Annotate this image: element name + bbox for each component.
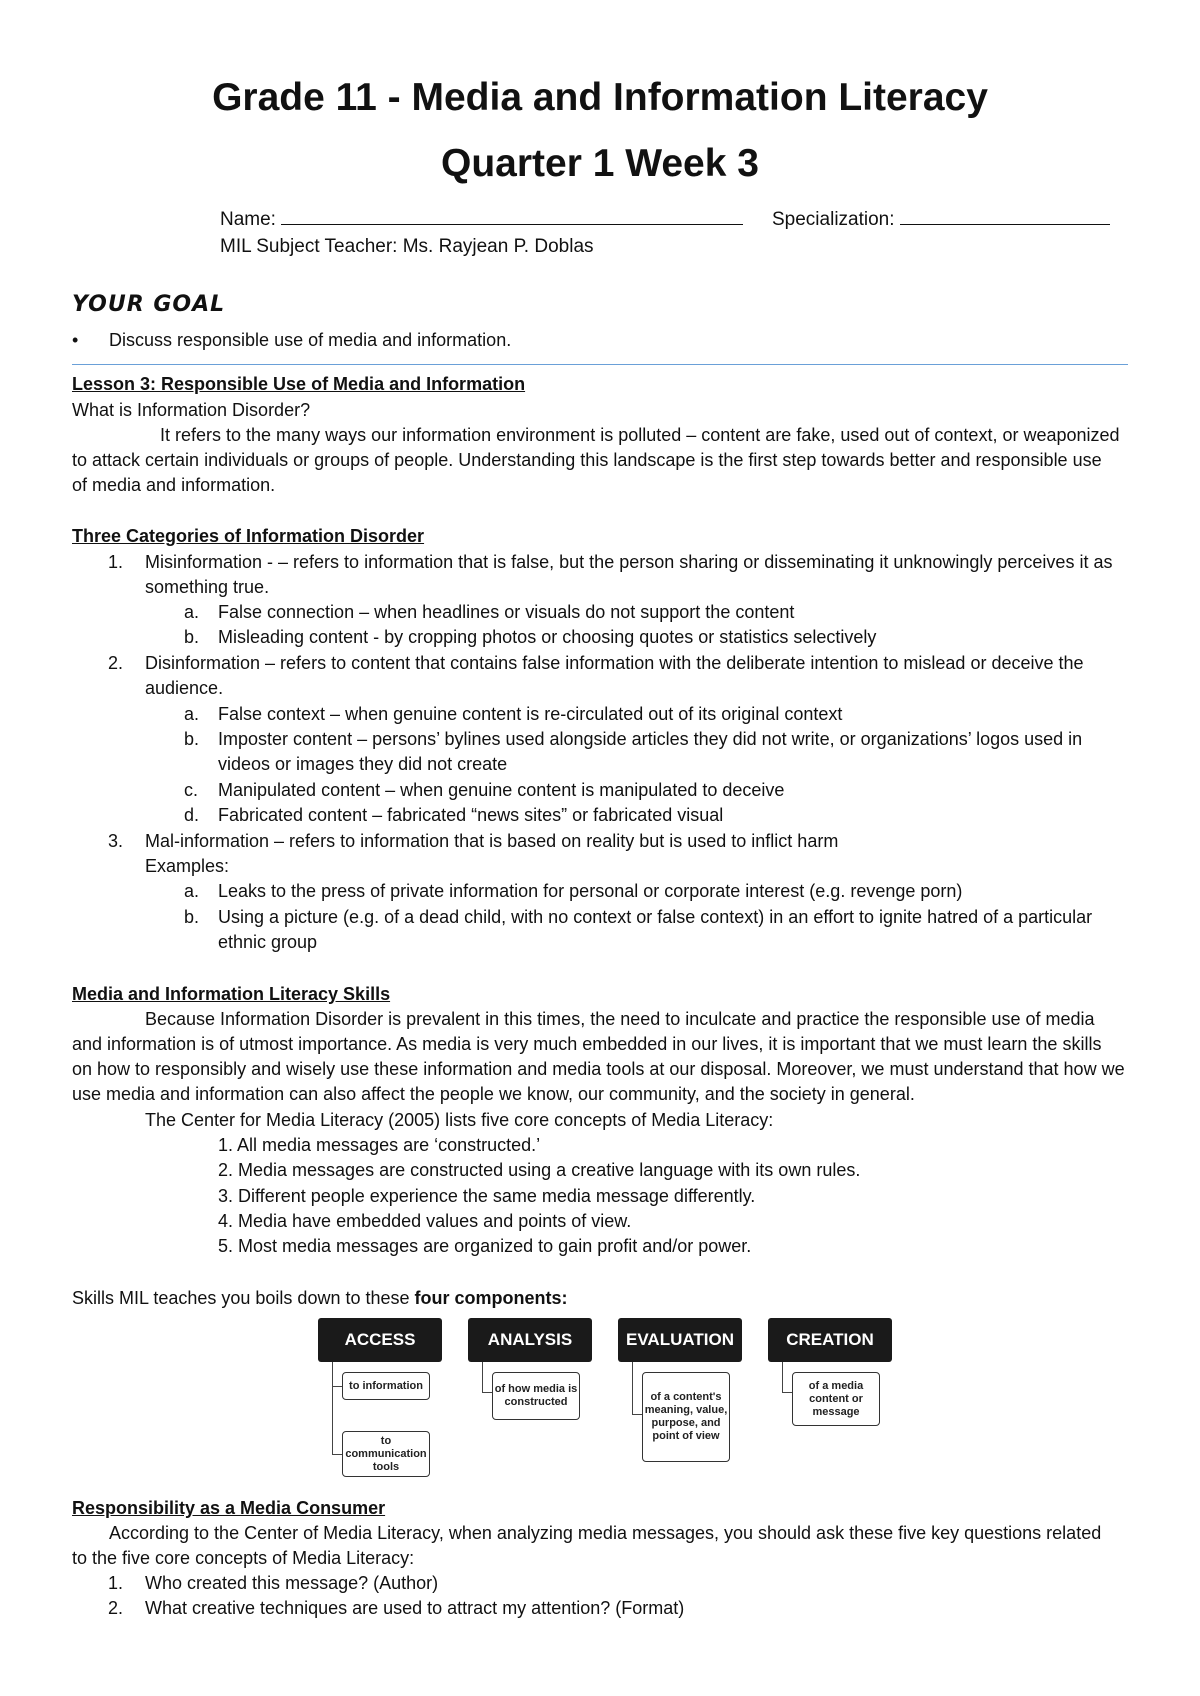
concept-2: 2. Media messages are constructed using a creative language with its own rules. — [218, 1160, 861, 1180]
components-bold: four components: — [414, 1288, 568, 1308]
question-2-number: 2. — [108, 1598, 124, 1618]
category-3-line1: Mal-information – refers to information that is based on reality but is used to inflict harm — [145, 831, 839, 851]
category-2a-text: False context – when genuine content is re-circulated out of its original context — [218, 704, 843, 724]
concept-4: 4. Media have embedded values and points of view. — [218, 1211, 632, 1231]
category-1-number: 1. — [108, 552, 124, 572]
category-3b-text-cont: ethnic group — [218, 932, 318, 952]
specialization-label: Specialization: — [772, 209, 895, 230]
question-2: What creative techniques are used to attract my attention? (Format) — [145, 1598, 685, 1618]
analysis-sub: of how media is constructed — [492, 1372, 580, 1420]
category-2a-letter: a. — [184, 704, 200, 724]
skills-heading: Media and Information Literacy Skills — [72, 984, 391, 1004]
specialization-blank — [900, 206, 1110, 225]
lesson-para-line1: It refers to the many ways our information environment is polluted – content are fake, used out of context, or weaponized — [160, 425, 1120, 445]
lesson-question: What is Information Disorder? — [72, 400, 311, 420]
consumer-para-line2: to the five core concepts of Media Literacy: — [72, 1548, 415, 1568]
category-2b-letter: b. — [184, 729, 200, 749]
concept-5: 5. Most media messages are organized to gain profit and/or power. — [218, 1236, 752, 1256]
creation-connector — [782, 1362, 783, 1392]
concept-1: 1. All media messages are ‘constructed.’ — [218, 1135, 541, 1155]
category-1-line2: something true. — [145, 577, 270, 597]
category-3b-letter: b. — [184, 907, 200, 927]
category-1-line1: Misinformation - – refers to information that is false, but the person sharing or disseminating it unknowingly perceives it as — [145, 552, 1113, 572]
access-branch-2 — [332, 1454, 342, 1455]
category-2d-letter: d. — [184, 805, 200, 825]
name-field — [220, 206, 743, 231]
category-3-line2: Examples: — [145, 856, 230, 876]
teacher-line: MIL Subject Teacher: Ms. Rayjean P. Doblas — [220, 236, 594, 257]
category-2-line1: Disinformation – refers to content that contains false information with the deliberate intention to mislead or deceive the — [145, 653, 1084, 673]
category-1b-letter: b. — [184, 627, 200, 647]
skills-para-line3: on how to responsibly and wisely use these information and media tools at our disposal. Moreover, we must understand that how we — [72, 1059, 1125, 1079]
components-line — [72, 1288, 568, 1309]
analysis-connector — [482, 1362, 483, 1392]
category-3a-text: Leaks to the press of private information for personal or corporate interest (e.g. revenge porn) — [218, 881, 963, 901]
skills-para-line1: Because Information Disorder is prevalent in this times, the need to inculcate and practice the responsible use of media — [145, 1009, 1095, 1029]
access-connector — [332, 1362, 333, 1454]
category-3a-letter: a. — [184, 881, 200, 901]
access-branch-1 — [332, 1386, 342, 1387]
category-2c-letter: c. — [184, 780, 199, 800]
category-1a-text: False connection – when headlines or visuals do not support the content — [218, 602, 795, 622]
lesson-para-line3: of media and information. — [72, 475, 276, 495]
creation-box: CREATION — [768, 1318, 892, 1362]
category-1b-text: Misleading content - by cropping photos or choosing quotes or statistics selectively — [218, 627, 877, 647]
document-title: Grade 11 - Media and Information Literacy — [212, 76, 988, 119]
question-1: Who created this message? (Author) — [145, 1573, 439, 1593]
evaluation-connector — [632, 1362, 633, 1414]
goal-bullet: Discuss responsible use of media and information. — [109, 330, 512, 350]
category-2-number: 2. — [108, 653, 124, 673]
evaluation-box: EVALUATION — [618, 1318, 742, 1362]
name-blank — [281, 206, 743, 225]
creation-sub: of a media content or message — [792, 1372, 880, 1426]
category-2-line2: audience. — [145, 678, 224, 698]
skills-para-line2: and information is of utmost importance. As media is very much embedded in our lives, it is important that we must learn the skills — [72, 1034, 1102, 1054]
analysis-box: ANALYSIS — [468, 1318, 592, 1362]
specialization-field — [772, 206, 1110, 231]
skills-para-line4: use media and information can also affect the people we know, our community, and the society in general. — [72, 1084, 915, 1104]
four-components-diagram — [318, 1318, 898, 1474]
components-prefix: Skills MIL teaches you boils down to these — [72, 1288, 415, 1308]
goal-bullet-dot: • — [72, 330, 79, 350]
center-line: The Center for Media Literacy (2005) lists five core concepts of Media Literacy: — [145, 1110, 774, 1130]
consumer-para-line1: According to the Center of Media Literacy, when analyzing media messages, you should ask these five key questions related — [109, 1523, 1102, 1543]
category-2c-text: Manipulated content – when genuine content is manipulated to deceive — [218, 780, 785, 800]
goal-heading: YOUR GOAL — [72, 292, 226, 317]
categories-heading: Three Categories of Information Disorder — [72, 526, 425, 546]
lesson-para-line2: to attack certain individuals or groups of people. Understanding this landscape is the first step towards better and responsible use — [72, 450, 1102, 470]
analysis-branch — [482, 1392, 492, 1393]
question-1-number: 1. — [108, 1573, 124, 1593]
category-2d-text: Fabricated content – fabricated “news sites” or fabricated visual — [218, 805, 724, 825]
name-label: Name: — [220, 209, 276, 230]
category-1a-letter: a. — [184, 602, 200, 622]
concept-3: 3. Different people experience the same media message differently. — [218, 1186, 756, 1206]
lesson-heading: Lesson 3: Responsible Use of Media and Information — [72, 374, 526, 394]
category-3b-text: Using a picture (e.g. of a dead child, with no context or false context) in an effort to ignite hatred of a particular — [218, 907, 1093, 927]
category-3-number: 3. — [108, 831, 124, 851]
section-divider — [72, 364, 1128, 365]
creation-branch — [782, 1392, 792, 1393]
evaluation-branch — [632, 1414, 642, 1415]
document-subtitle: Quarter 1 Week 3 — [441, 142, 759, 185]
category-2b-text-cont: videos or images they did not create — [218, 754, 508, 774]
access-sub-information: to information — [342, 1372, 430, 1400]
evaluation-sub: of a content's meaning, value, purpose, and point of view — [642, 1372, 730, 1462]
category-2b-text: Imposter content – persons’ bylines used alongside articles they did not write, or organizations’ logos used in — [218, 729, 1083, 749]
consumer-heading: Responsibility as a Media Consumer — [72, 1498, 386, 1518]
access-box: ACCESS — [318, 1318, 442, 1362]
access-sub-communication: to communication tools — [342, 1431, 430, 1477]
